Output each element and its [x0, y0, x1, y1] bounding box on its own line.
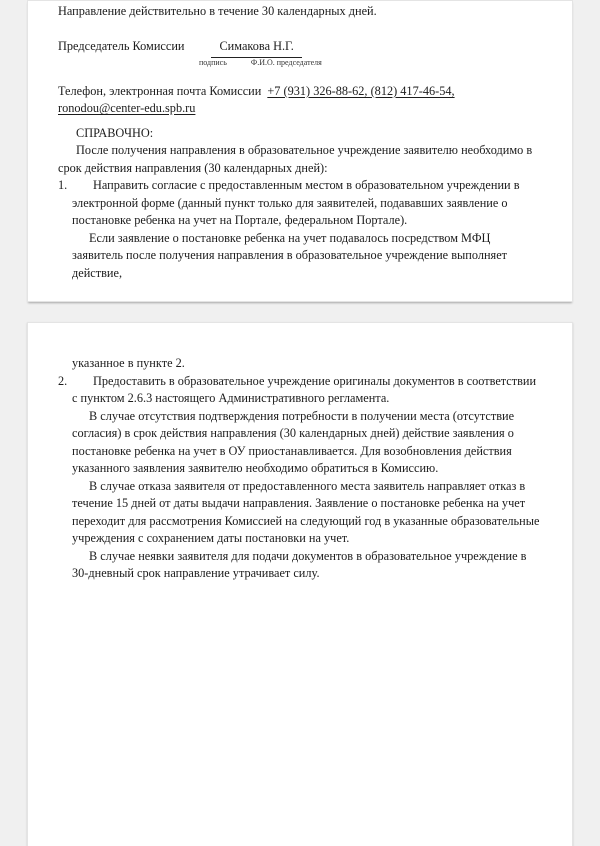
- item1-note-part2: указанное в пункте 2.: [72, 356, 185, 370]
- fio-caption: Ф.И.О. председателя: [250, 57, 322, 67]
- list-item-2: [58, 373, 542, 408]
- signature-caption-row: [58, 58, 542, 68]
- paragraph-no-show: В случае неявки заявителя для подачи документов в образовательное учреждение в 30-дневный срок направление утрачивает силу.: [72, 548, 527, 580]
- item1-note-part1: Если заявление о постановке ребенка на учет подавалось посредством МФЦ заявитель после получения направления в образовательное учреждение выполняет действие,: [72, 230, 508, 280]
- list-item-1-text: Направить согласие с предоставленным местом в образовательном учреждении в электронной форме (данный пункт только для заявителей, подававших заявление о постановке ребенка на учет на Портале, федеральном Портале).: [72, 178, 520, 227]
- list-item-1-number: 1.: [58, 178, 68, 192]
- paragraph-suspension: В случае отсутствия подтверждения потребности в получении места (отсутствие согласия) в срок действия направления (30 календарных дней) действие заявления о постановке ребенка на учет в ОУ приостанавливается. Для возобновления действия указанного заявления заявителю необходимо обратиться в Комиссию.: [72, 408, 515, 475]
- reference-heading: СПРАВОЧНО:: [76, 125, 154, 140]
- document-page-1: [27, 0, 573, 302]
- signature-row: [58, 38, 542, 58]
- validity-line: Направление действительно в течение 30 календарных дней.: [58, 4, 377, 18]
- contacts-value: +7 (931) 326-88-62, (812) 417-46-54, ronodou@center-edu.spb.ru: [58, 83, 455, 115]
- contacts-line: [58, 83, 542, 118]
- paragraph-refusal: В случае отказа заявителя от предоставленного места заявитель направляет отказ в течение 15 дней от даты выдачи направления. Заявление о постановке ребенка на учет переходит для рассмотрения Комиссией на следующий год в указанные образовательные учреждения с сохранением даты постановки на учет.: [72, 478, 540, 545]
- list-item-1: [58, 177, 542, 230]
- contacts-label: Телефон, электронная почта Комиссии: [58, 83, 262, 98]
- list-item-2-text: Предоставить в образовательное учреждение оригиналы документов в соответствии с пунктом 2.6.3 настоящего Административного регламента.: [72, 373, 537, 405]
- signature-caption: подпись: [199, 57, 227, 67]
- signature-role-label: Председатель Комиссии: [58, 39, 185, 53]
- list-item-2-number: 2.: [58, 373, 68, 388]
- reference-intro: После получения направления в образовательное учреждение заявителю необходимо в срок действия направления (30 календарных дней):: [58, 143, 533, 175]
- signature-name: Симакова Н.Г.: [211, 38, 301, 58]
- document-page-2: [27, 322, 573, 846]
